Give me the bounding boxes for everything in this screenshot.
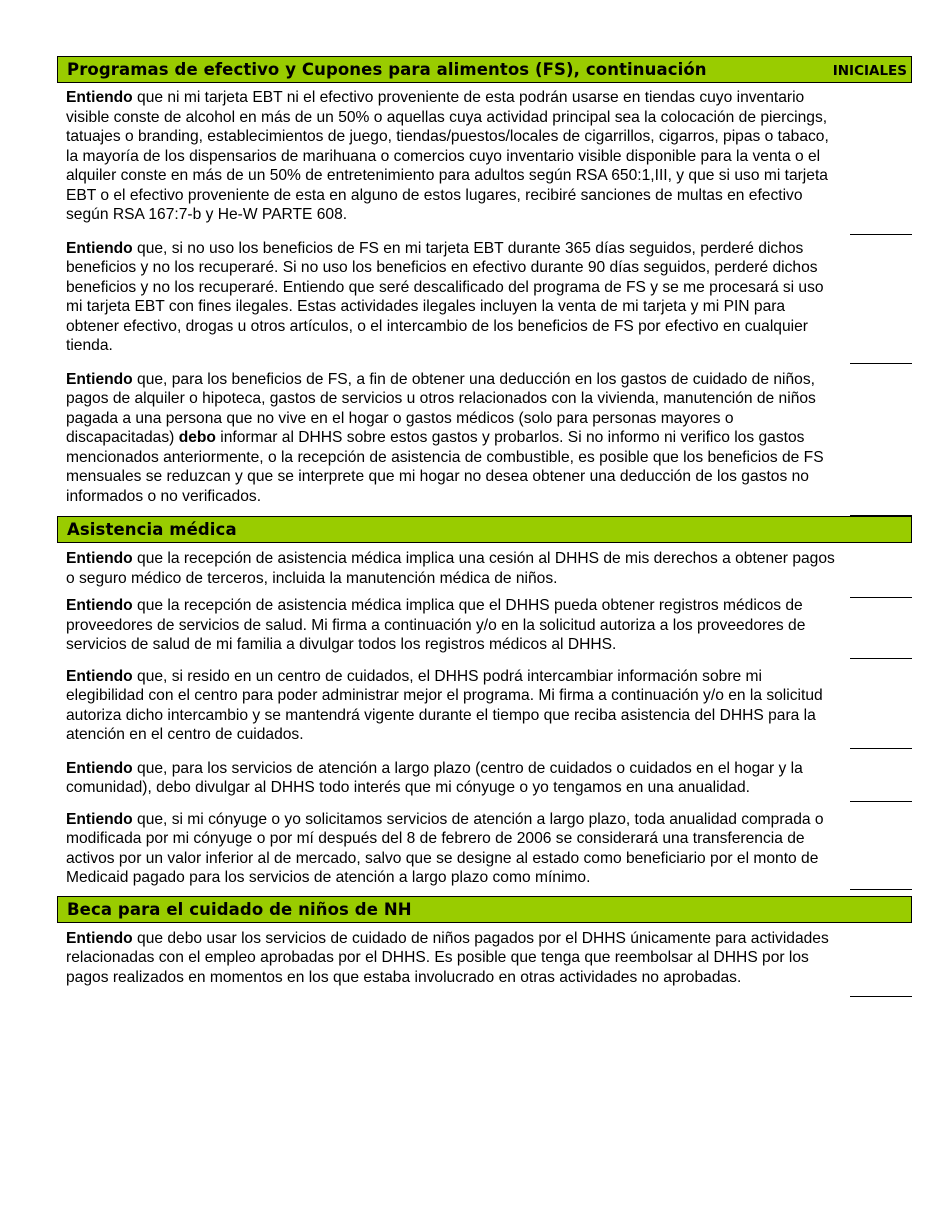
- statement-row: [57, 549, 912, 588]
- statement-text: Entiendo que, para los beneficios de FS, a fin de obtener una deducción en los gastos de cuidado de niños, pagos de alquiler o hipoteca, gastos de servicios u otros relacionados con la vivienda, manutención de niños pagada a una persona que no vive en el hogar o gastos médicos (solo para personas mayores o discapacitadas) debo informar al DHHS sobre estos gastos y probarlos. Si no informo ni verifico los gastos mencionados anteriormente, o la recepción de asistencia de combustible, es posible que los beneficios de FS mensuales se reduzcan y que se interprete que mi hogar no desea obtener una deducción de los gastos no informados o no verificados.: [66, 370, 824, 505]
- initials-field[interactable]: [850, 515, 912, 516]
- initials-field[interactable]: [850, 363, 912, 364]
- initials-field[interactable]: [850, 597, 912, 598]
- statement-text: Entiendo que debo usar los servicios de cuidado de niños pagados por el DHHS únicamente para actividades relacionadas con el empleo aprobadas por el DHHS. Es posible que tenga que reembolsar al DHHS por los pagos realizados en momentos en los que estaba involucrado en otras actividades no aprobadas.: [66, 929, 829, 986]
- initials-field[interactable]: [850, 748, 912, 749]
- section-header-childcare: [57, 896, 912, 923]
- statement-text: Entiendo que, para los servicios de atención a largo plazo (centro de cuidados o cuidados en el hogar y la comunidad), debo divulgar al DHHS todo interés que mi cónyuge o yo tengamos en una anualidad.: [66, 759, 803, 796]
- statement-text: Entiendo que ni mi tarjeta EBT ni el efectivo proveniente de esta podrán usarse en tiendas cuyo inventario visible conste de alcohol en más de un 50% o aquellas cuya actividad principal sea la colocación de piercings, tatuajes o branding, establecimientos de juego, tiendas/puestos/locales de cigarrillos, cigarros, pipas o tabaco, la mayoría de los dispensarios de marihuana o comercios cuyo inventario visible disponible para la venta o el alquiler conste en más de un 50% de entretenimiento para adultos según RSA 650:1,III, y que si uso mi tarjeta EBT o el efectivo proveniente de esta en alguno de estos lugares, recibiré sanciones de multas en efectivo según RSA 167:7-b y He-W PARTE 608.: [66, 89, 829, 223]
- section-header-medical: [57, 516, 912, 543]
- statement-row: [57, 370, 912, 507]
- document-page: [57, 56, 912, 987]
- statement-row: [57, 667, 912, 745]
- section-header-fs: [57, 56, 912, 83]
- statement-row: [57, 239, 912, 356]
- initials-field[interactable]: [850, 234, 912, 235]
- initials-field[interactable]: [850, 889, 912, 890]
- initials-column-label: INICIALES: [832, 63, 907, 79]
- statement-row: [57, 929, 912, 988]
- initials-field[interactable]: [850, 801, 912, 802]
- statement-text: Entiendo que, si no uso los beneficios de FS en mi tarjeta EBT durante 365 días seguidos, perderé dichos beneficios y no los recuperaré. Si no uso los beneficios en efectivo durante 90 días seguidos, perderé dichos beneficios y no los recuperaré. Entiendo que seré descalificado del programa de FS y se me procesará si uso mi tarjeta EBT con fines ilegales. Estas actividades ilegales incluyen la venta de mi tarjeta y mi PIN para obtener efectivo, drogas u otros artículos, o el intercambio de los beneficios de FS por efectivo en cualquier tienda.: [66, 239, 824, 354]
- initials-field[interactable]: [850, 658, 912, 659]
- section-title: Beca para el cuidado de niños de NH: [67, 899, 412, 919]
- statement-row: [57, 759, 912, 798]
- statement-row: [57, 596, 912, 655]
- statement-text: Entiendo que la recepción de asistencia médica implica que el DHHS pueda obtener registros médicos de proveedores de servicios de salud. Mi firma a continuación y/o en la solicitud autoriza a los proveedores de servicios de salud de mi familia a divulgar todos los registros médicos al DHHS.: [66, 597, 806, 653]
- section-title: Asistencia médica: [67, 520, 237, 539]
- statement-row: [57, 810, 912, 888]
- statement-text: Entiendo que, si resido en un centro de cuidados, el DHHS podrá intercambiar información sobre mi elegibilidad con el centro para poder administrar mejor el programa. Mi firma a continuación y/o en la solicitud autoriza dicho intercambio y se mantendrá vigente durante el tiempo que reciba asistencia del DHHS para la atención en el centro de cuidados.: [66, 667, 823, 743]
- initials-field[interactable]: [850, 996, 912, 997]
- statement-text: Entiendo que, si mi cónyuge o yo solicitamos servicios de atención a largo plazo, toda anualidad comprada o modificada por mi cónyuge o por mí después del 8 de febrero de 2006 se considerará una transferencia de activos por un valor inferior al de mercado, salvo que se designe al estado como beneficiario por el monto de Medicaid pagado para los servicios de atención a largo plazo como mínimo.: [66, 810, 824, 886]
- statement-row: [57, 88, 912, 225]
- statement-text: Entiendo que la recepción de asistencia médica implica una cesión al DHHS de mis derechos a obtener pagos o seguro médico de terceros, incluida la manutención médica de niños.: [66, 550, 835, 587]
- section-title: Programas de efectivo y Cupones para alimentos (FS), continuación: [67, 60, 707, 79]
